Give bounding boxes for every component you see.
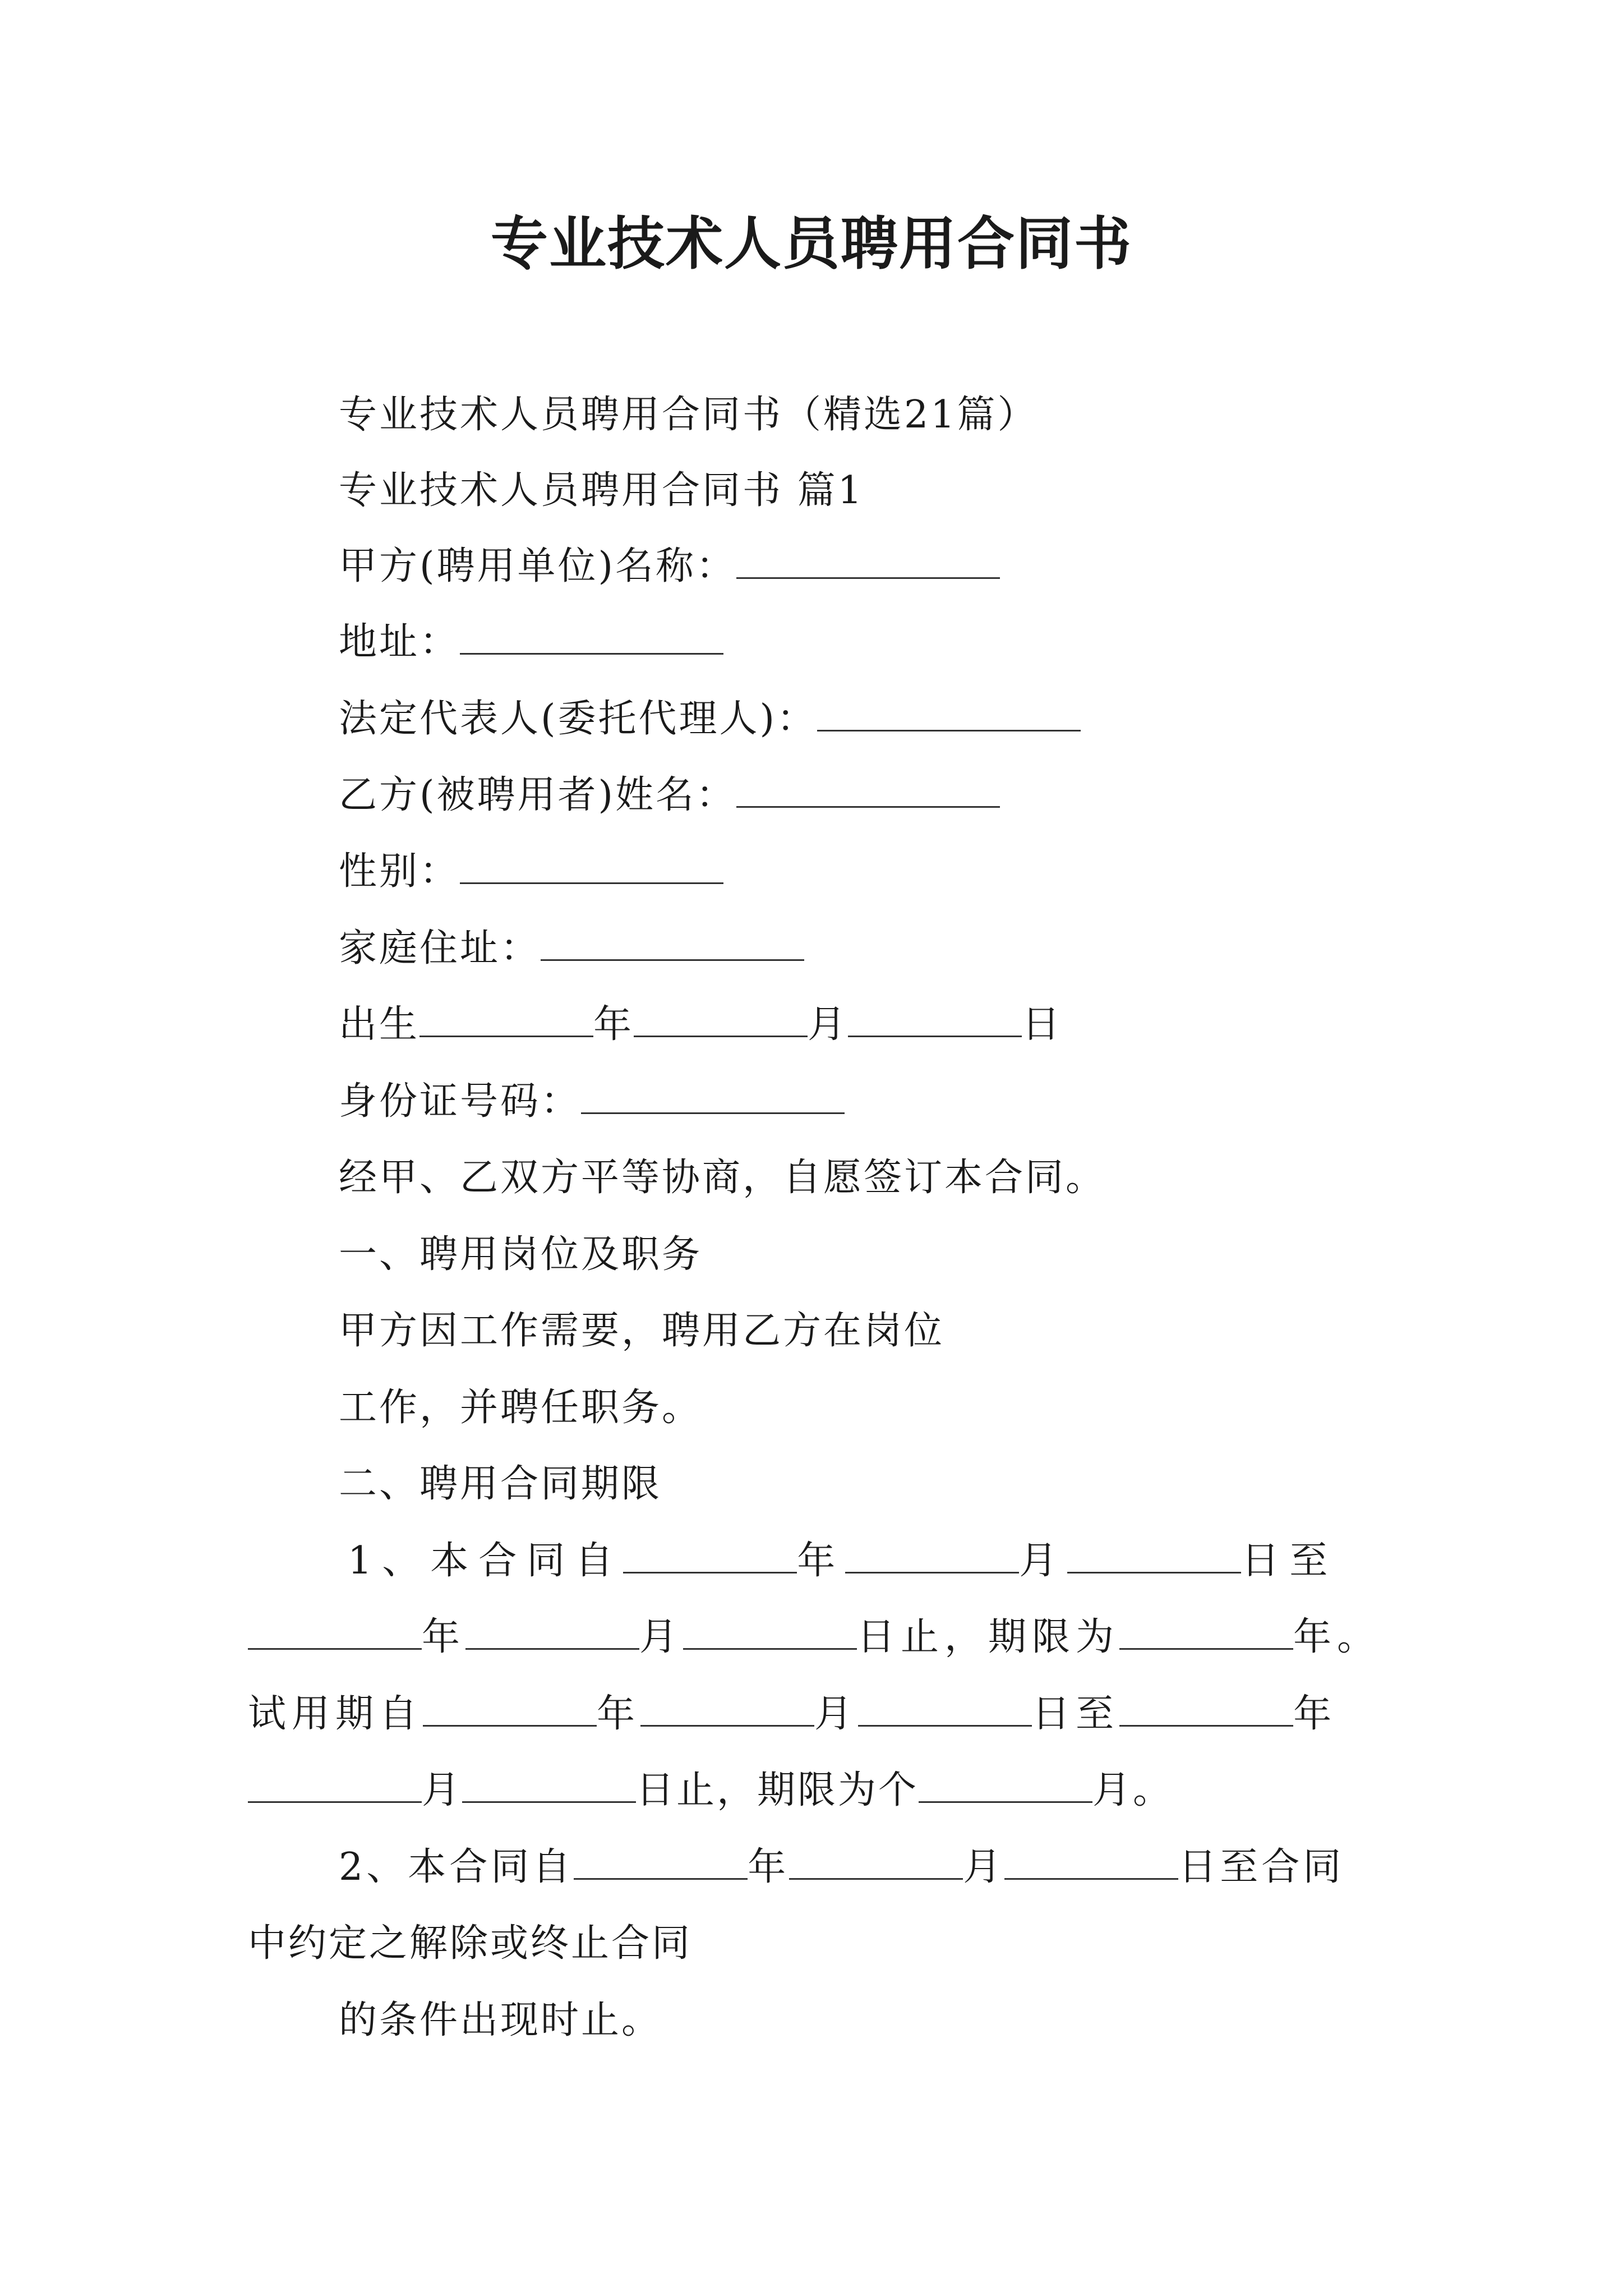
- clause-1-start-day-blank: [1067, 1537, 1241, 1573]
- agreement-text: 经甲、乙双方平等协商，自愿签订本合同。: [339, 1156, 1106, 1200]
- party-a-blank: [736, 542, 1000, 579]
- section-2-heading: 二、聘用合同期限: [339, 1462, 662, 1506]
- clause-1-start-year-blank: [623, 1537, 797, 1573]
- probation-start-month-blank: [640, 1690, 814, 1727]
- birth-field: [339, 997, 1062, 1053]
- clause-1-label: 1、本合同自: [348, 1539, 624, 1583]
- year-label: 年: [422, 1615, 466, 1659]
- year-label: 年: [1293, 1692, 1338, 1736]
- day-to-label: 日至: [1032, 1692, 1120, 1736]
- section-1-paragraph-cont: 工作，并聘任职务。: [339, 1386, 703, 1430]
- month-end-label: 月。: [1092, 1768, 1174, 1812]
- clause-1-line-4: [248, 1763, 1173, 1819]
- id-number-blank: [581, 1078, 845, 1114]
- clause-2-line-2: 中约定之解除或终止合同: [248, 1921, 693, 1966]
- month-label: 月: [1019, 1539, 1068, 1583]
- party-a-label: 甲方(聘用单位)名称：: [339, 544, 737, 588]
- day-label: 日: [1022, 1002, 1063, 1047]
- probation-end-label: 日止，期限为个: [636, 1768, 919, 1812]
- probation-start-day-blank: [858, 1690, 1032, 1727]
- party-b-blank: [736, 771, 1000, 808]
- year-label: 年: [593, 1002, 634, 1047]
- address-blank: [460, 618, 723, 655]
- birth-year-blank: [419, 1001, 593, 1037]
- clause-2-day-blank: [1004, 1843, 1178, 1880]
- gender-blank: [460, 848, 723, 884]
- probation-period-blank: [919, 1766, 1092, 1803]
- clause-1-end-day-blank: [683, 1613, 857, 1650]
- home-address-blank: [541, 924, 804, 961]
- clause-1-start-month-blank: [845, 1537, 1019, 1573]
- probation-start-year-blank: [423, 1690, 597, 1727]
- year-end-label: 年。: [1293, 1615, 1381, 1659]
- clause-2-month-blank: [789, 1843, 963, 1880]
- clause-1-line-1: [348, 1533, 1338, 1589]
- clause-1-line-3: [248, 1686, 1337, 1742]
- month-label: 月: [814, 1692, 859, 1736]
- legal-rep-field: [339, 691, 1081, 747]
- article-heading: 专业技术人员聘用合同书 篇1: [339, 468, 864, 513]
- gender-field: [339, 844, 723, 900]
- birth-month-blank: [634, 1001, 808, 1037]
- address-field: [339, 614, 723, 670]
- month-label: 月: [963, 1845, 1005, 1889]
- month-label: 月: [422, 1768, 463, 1812]
- clause-1-end-month-blank: [465, 1613, 639, 1650]
- probation-end-day-blank: [462, 1766, 636, 1803]
- clause-2-year-blank: [574, 1843, 748, 1880]
- day-to-label: 日至: [1241, 1539, 1338, 1583]
- party-a-field: [339, 539, 1000, 595]
- gender-label: 性别：: [339, 849, 460, 894]
- probation-end-year-blank: [1119, 1690, 1293, 1727]
- birth-day-blank: [848, 1001, 1022, 1037]
- clause-2-label: 2、本合同自: [339, 1845, 574, 1889]
- month-label: 月: [808, 1002, 849, 1047]
- section-1-paragraph: 甲方因工作需要，聘用乙方在岗位: [339, 1309, 945, 1353]
- clause-1-end-year-blank: [248, 1613, 422, 1650]
- subtitle: 专业技术人员聘用合同书（精选21篇）: [339, 393, 1038, 437]
- home-address-label: 家庭住址：: [339, 926, 541, 970]
- clause-2-line-3: 的条件出现时止。: [339, 1998, 662, 2042]
- id-number-label: 身份证号码：: [339, 1079, 582, 1124]
- year-label: 年: [797, 1539, 846, 1583]
- legal-rep-blank: [817, 695, 1081, 731]
- party-b-label: 乙方(被聘用者)姓名：: [339, 773, 737, 817]
- clause-2-end-label: 日至合同: [1178, 1845, 1345, 1889]
- id-number-field: [339, 1074, 845, 1130]
- home-address-field: [339, 921, 804, 977]
- legal-rep-label: 法定代表人(委托代理人)：: [339, 697, 818, 741]
- document-title: 专业技术人员聘用合同书: [491, 210, 1132, 278]
- clause-2-line-1: [339, 1839, 1344, 1895]
- clause-1-period-blank: [1119, 1613, 1293, 1650]
- address-label: 地址：: [339, 620, 460, 664]
- month-label: 月: [639, 1615, 684, 1659]
- probation-end-month-blank: [248, 1766, 422, 1803]
- section-1-heading: 一、聘用岗位及职务: [339, 1232, 703, 1277]
- party-b-field: [339, 767, 1000, 823]
- year-label: 年: [748, 1845, 790, 1889]
- probation-label: 试用期自: [248, 1692, 423, 1736]
- clause-1-line-2: [248, 1609, 1381, 1665]
- birth-label: 出生: [339, 1002, 420, 1047]
- year-label: 年: [597, 1692, 641, 1736]
- end-period-label: 日止，期限为: [857, 1615, 1120, 1659]
